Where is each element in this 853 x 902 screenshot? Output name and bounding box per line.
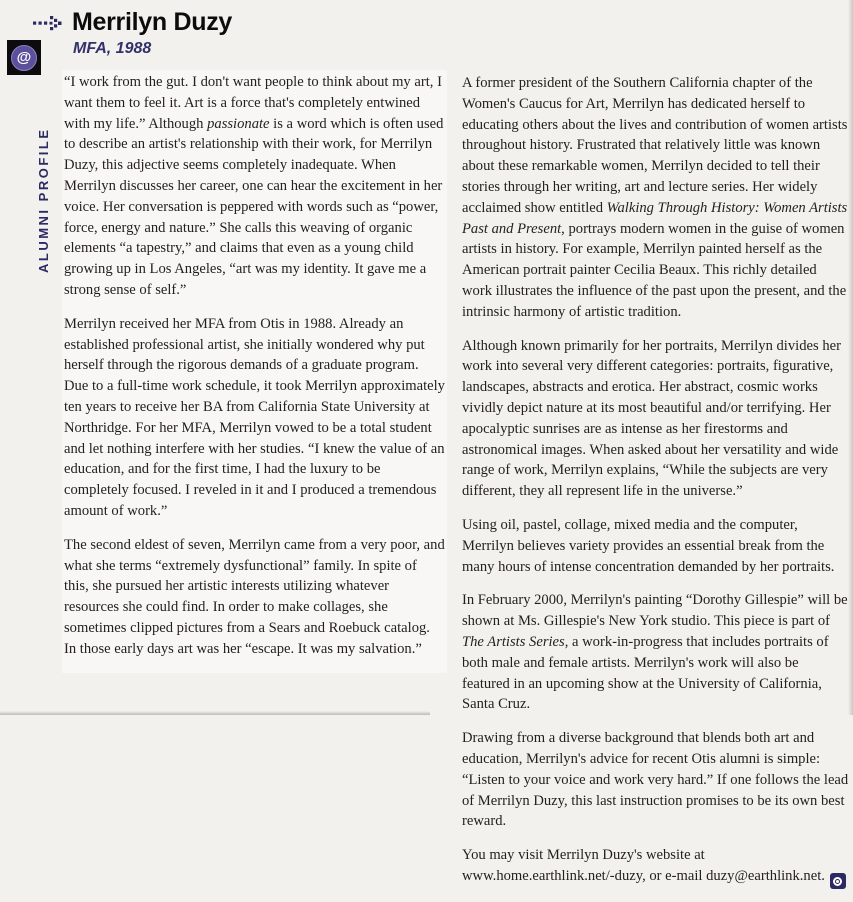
- at-glyph: @: [16, 49, 32, 66]
- paragraph: [462, 845, 849, 889]
- paragraph: The second eldest of seven, Merrilyn came from a very poor, and what she terms “extremely dysfunctional” family. In spite of this, she pursued her artistic interests utilizing whatever resources she could find. In order to make collages, she sometimes clipped pictures from a Sears and Roebuck catalog. In those early days art was her “escape. It was my salvation.”: [64, 536, 445, 657]
- paragraph: “I work from the gut. I don't want people to think about my art, I want them to feel it. Art is a force that's completely entwined with my life.” Although passionate is a word which is often used to describe an artist's relationship with their work, for Merrilyn Duzy, this adjective seems completely inadequate. When Merrilyn discusses her career, one can hear the excitement in her voice. Her conversation is peppered with words such as “power, force, energy and nature.” She calls this weaving of organic elements “a tapestry,” and claims that even as a young child growing up in Los Angeles, “art was my identity. It gave me a strong sense of self.”: [64, 74, 444, 298]
- page-title: Merrilyn Duzy: [72, 8, 233, 36]
- paragraph: In February 2000, Merrilyn's painting “Dorothy Gillespie” will be shown at Ms. Gillespie's New York studio. This piece is part of The Artists Series, a work-in-progress that includes portraits of both male and female artists. Merrilyn's work will also be featured in an upcoming show at the University of California, Santa Cruz.: [462, 592, 848, 713]
- alumni-profile-rail-label: ALUMNI PROFILE: [36, 127, 51, 273]
- end-of-article-icon: [830, 873, 846, 889]
- at-circle-icon: [11, 45, 37, 71]
- paragraph: Drawing from a diverse background that blends both art and education, Merrilyn's advice for recent Otis alumni is simple: “Listen to your voice and work very hard.” If one follows the lead of Merrilyn Duzy, this last instruction promises to be its own best reward.: [462, 730, 849, 830]
- dotted-arrow-icon: [33, 15, 69, 31]
- scan-edge: [0, 711, 430, 715]
- contact-text: You may visit Merrilyn Duzy's website at www.home.earthlink.net/-duzy, or e-mail duzy@earthlink.net.: [462, 847, 825, 884]
- article-right-column: [462, 73, 849, 902]
- article-left-column: [62, 70, 447, 673]
- paragraph: Using oil, pastel, collage, mixed media and the computer, Merrilyn believes variety provides an essential break from the many hours of intense concentration demanded by her portraits.: [462, 516, 835, 575]
- scan-edge: [848, 0, 853, 715]
- paragraph: Merrilyn received her MFA from Otis in 1988. Already an established professional artist, she initially wondered why put herself through the rigorous demands of a graduate program. Due to a full-time work schedule, it took Merrilyn approximately ten years to receive her BA from California State University at Northridge. For her MFA, Merrilyn vowed to be a total student and let nothing interfere with her studies. “I knew the value of an education, and for the first time, I had the luxury to be completely focused. I reveled in it and I produced a tremendous amount of work.”: [64, 315, 445, 519]
- paragraph: Although known primarily for her portraits, Merrilyn divides her work into several very different categories: portraits, figurative, landscapes, abstracts and erotica. Her abstract, cosmic works vividly depict nature at its most beautiful and/or terrifying. Her apocalyptic sunrises are as intense as her firestorms and astronomical images. When asked about her versatility and wide range of work, Merrilyn explains, “While the subjects are very different, they all represent life in the universe.”: [462, 337, 841, 500]
- paragraph: A former president of the Southern California chapter of the Women's Caucus for Art, Merrilyn has dedicated herself to educating others about the lives and contribution of women artists throughout history. Frustrated that relatively little was known about these remarkable women, Merrilyn decided to tell their stories through her writing, art and lecture series. Her widely acclaimed show entitled Walking Through History: Women Artists Past and Present, portrays modern women in the guise of women artists in history. For example, Merrilyn painted herself as the American portrait painter Cecilia Beaux. This richly detailed work illustrates the influence of the past upon the present, and the intrinsic harmony of artistic tradition.: [462, 75, 848, 320]
- degree-subtitle: MFA, 1988: [73, 40, 152, 57]
